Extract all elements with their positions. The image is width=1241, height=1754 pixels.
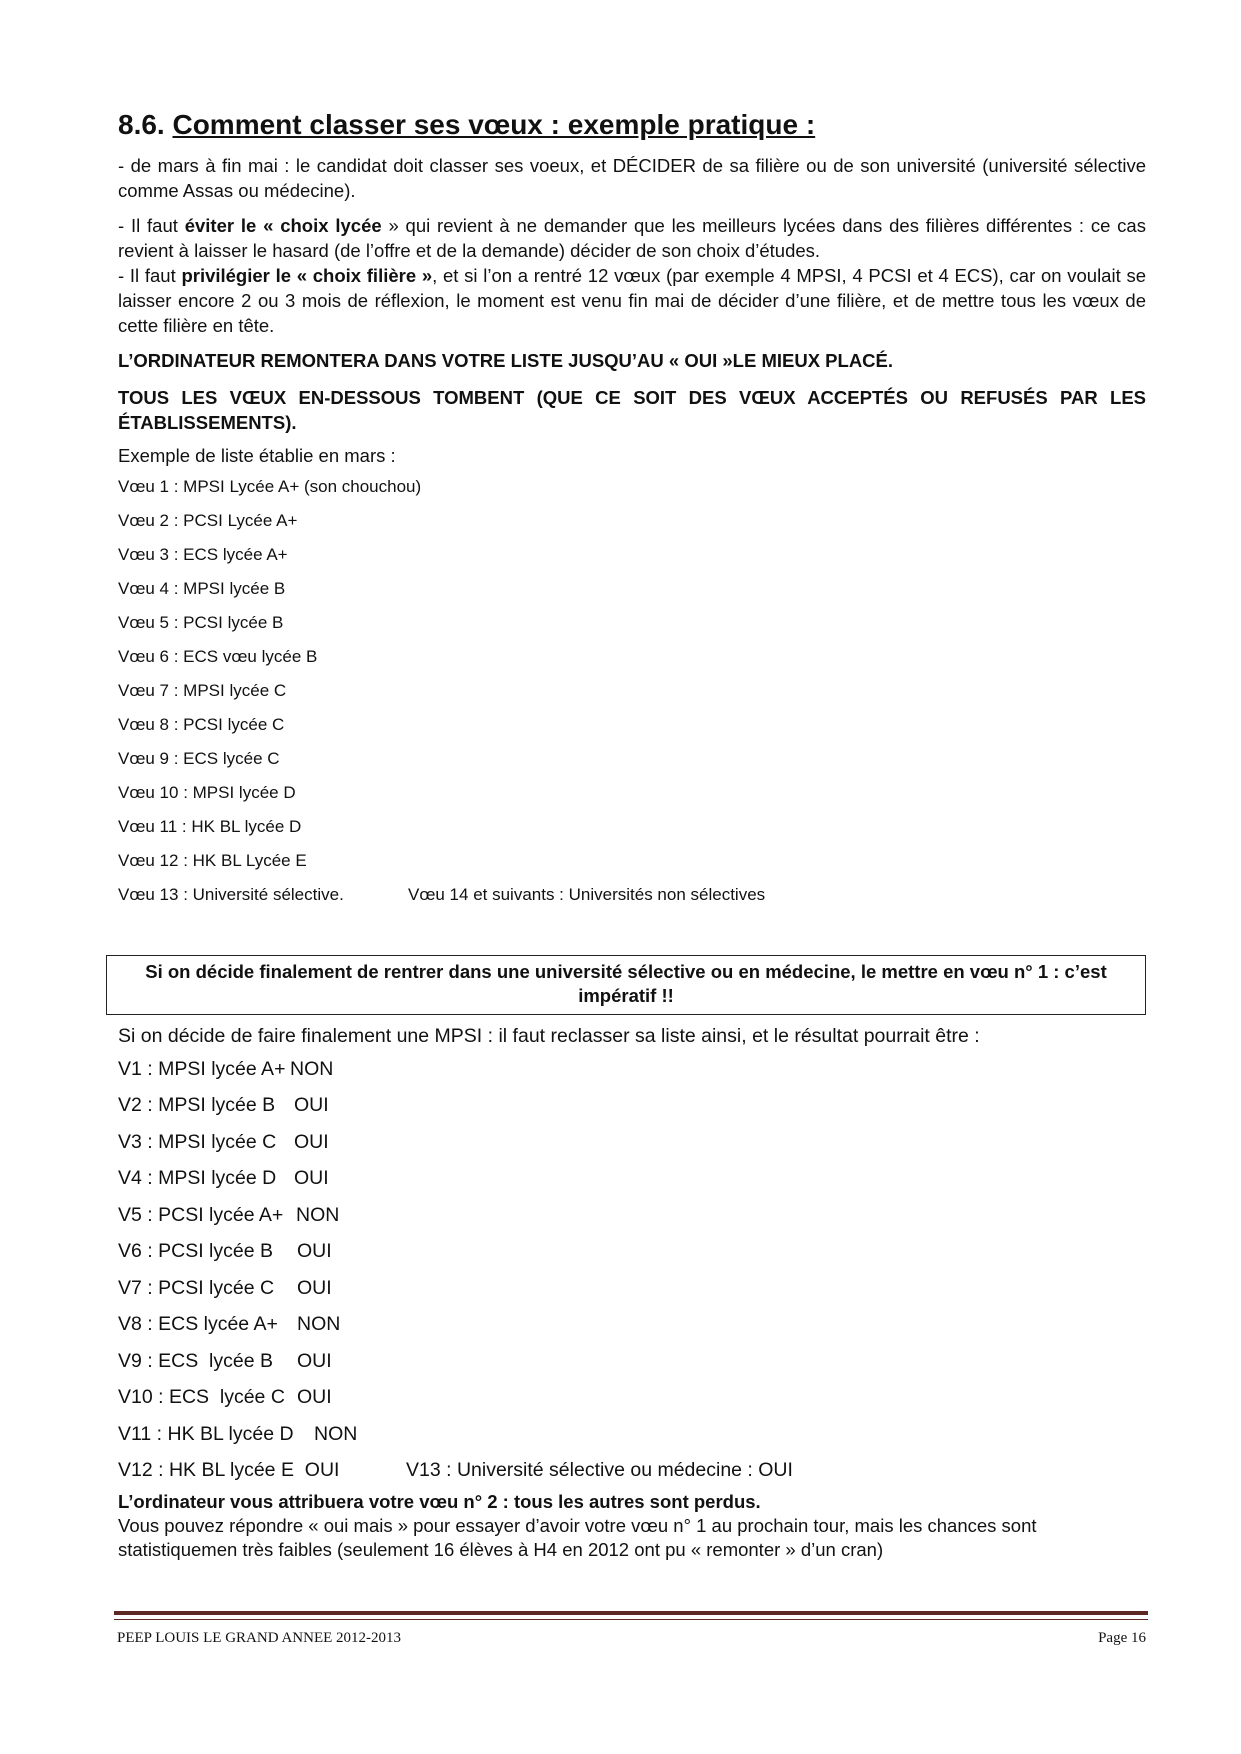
list-item xyxy=(118,1347,1146,1384)
wish-label: V8 : ECS lycée A+ xyxy=(118,1313,278,1336)
wish-13: V13 : Université sélective ou médecine : OUI xyxy=(406,1459,793,1482)
intro-p2-rest: » qui revient à ne demander que les meilleurs lycées dans des filières différentes : ce cas revient à laisser le hasard (de l’offre et de la demande) décider de son choix d’études. xyxy=(118,214,1146,261)
section-number: 8.6. xyxy=(118,109,165,140)
wish-result: NON xyxy=(290,1057,334,1080)
example-heading: Exemple de liste établie en mars : xyxy=(118,444,396,466)
intro-p2-prefix: - Il faut xyxy=(118,214,185,236)
footer-rule-thin xyxy=(114,1619,1148,1620)
wish-result: OUI xyxy=(294,1130,329,1153)
footer-title: PEEP LOUIS LE GRAND ANNEE 2012-2013 xyxy=(117,1630,402,1646)
wish-result: NON xyxy=(297,1313,341,1336)
list-item-13: Vœu 13 : Université sélective. xyxy=(118,884,344,904)
conclusion-text: Vous pouvez répondre « oui mais » pour essayer d’avoir votre vœu n° 1 au prochain tour, mais les chances sont statistiquemen très faibles (seulement 16 élèves à H4 en 2012 ont pu « remonter » d’un cran) xyxy=(118,1515,1037,1561)
intro-p3-prefix: - Il faut xyxy=(118,264,182,286)
footer-rule xyxy=(114,1611,1148,1615)
list-item: Vœu 11 : HK BL lycée D xyxy=(118,816,302,836)
wish-label: V4 : MPSI lycée D xyxy=(118,1167,277,1190)
wish-result: NON xyxy=(296,1203,340,1226)
list-item xyxy=(118,1274,1146,1311)
list-item: Vœu 3 : ECS lycée A+ xyxy=(118,544,288,564)
list-item xyxy=(118,1164,1146,1201)
wish-result: OUI xyxy=(297,1240,332,1263)
wish-label: V2 : MPSI lycée B xyxy=(118,1094,276,1117)
wish-label: V6 : PCSI lycée B xyxy=(118,1240,273,1263)
intro-paragraph-1: - de mars à fin mai : le candidat doit classer ses voeux, et DÉCIDER de sa filière ou de son université (université sélective comme Assas ou médecine). xyxy=(118,154,1146,201)
wish-result: NON xyxy=(314,1422,358,1445)
list-item: Vœu 6 : ECS vœu lycée B xyxy=(118,646,318,666)
example-last-row xyxy=(118,882,1146,907)
list-item-14: Vœu 14 et suivants : Universités non sélectives xyxy=(408,884,766,904)
list-item xyxy=(118,1383,1146,1420)
section-heading: Comment classer ses vœux : exemple pratique : xyxy=(172,109,816,140)
intro-p3-rest: , et si l’on a rentré 12 vœux (par exemple 4 MPSI, 4 PCSI et 4 ECS), car on voulait se laisser encore 2 ou 3 mois de réflexion, le moment est venu fin mai de décider d’une filière, et de mettre tous les vœux de cette filière en tête. xyxy=(118,264,1146,336)
mpsi-intro: Si on décide de faire finalement une MPSI : il faut reclasser sa liste ainsi, et le résultat pourrait être : xyxy=(118,1024,980,1047)
list-item: Vœu 8 : PCSI lycée C xyxy=(118,714,285,734)
intro-p3-bold: privilégier le « choix filière » xyxy=(181,264,433,286)
conclusion xyxy=(118,1490,1146,1562)
wish-result: OUI xyxy=(297,1276,332,1299)
list-item: Vœu 10 : MPSI lycée D xyxy=(118,782,296,802)
list-item: Vœu 2 : PCSI Lycée A+ xyxy=(118,510,298,530)
wish-result: OUI xyxy=(297,1349,332,1372)
rule-computer: L’ORDINATEUR REMONTERA DANS VOTRE LISTE JUSQU’AU « OUI »LE MIEUX PLACÉ. xyxy=(118,349,894,371)
wish-label: V3 : MPSI lycée C xyxy=(118,1130,277,1153)
list-item: Vœu 1 : MPSI Lycée A+ (son chouchou) xyxy=(118,476,422,496)
wish-12: V12 : HK BL lycée E OUI xyxy=(118,1459,340,1482)
example-list xyxy=(118,474,1146,882)
list-item: Vœu 7 : MPSI lycée C xyxy=(118,680,287,700)
section-title xyxy=(118,110,1146,141)
wish-label: V1 : MPSI lycée A+ xyxy=(118,1057,286,1080)
mpsi-last-row xyxy=(118,1456,1146,1490)
list-item: Vœu 12 : HK BL Lycée E xyxy=(118,850,307,870)
list-item: Vœu 4 : MPSI lycée B xyxy=(118,578,286,598)
page-number: Page 16 xyxy=(1098,1630,1146,1646)
intro-paragraph-2 xyxy=(118,213,1146,263)
wish-result: OUI xyxy=(294,1167,329,1190)
list-item xyxy=(118,1201,1146,1238)
wish-label: V7 : PCSI lycée C xyxy=(118,1276,275,1299)
list-item xyxy=(118,1237,1146,1274)
wish-label: V11 : HK BL lycée D xyxy=(118,1422,294,1445)
conclusion-bold: L’ordinateur vous attribuera votre vœu n° 2 : tous les autres sont perdus. xyxy=(118,1491,761,1513)
wish-result: OUI xyxy=(297,1386,332,1409)
list-item xyxy=(118,1055,1146,1092)
list-item xyxy=(118,1310,1146,1347)
intro-p2-bold: éviter le « choix lycée xyxy=(184,214,382,236)
wish-label: V5 : PCSI lycée A+ xyxy=(118,1203,284,1226)
list-item: Vœu 9 : ECS lycée C xyxy=(118,748,280,768)
rule-falling: TOUS LES VŒUX EN-DESSOUS TOMBENT (QUE CE SOIT DES VŒUX ACCEPTÉS OU REFUSÉS PAR LES ÉTABLISSEMENTS). xyxy=(118,386,1146,433)
page-content xyxy=(118,110,1146,1562)
list-item: Vœu 5 : PCSI lycée B xyxy=(118,612,284,632)
wish-result: OUI xyxy=(294,1094,329,1117)
list-item xyxy=(118,1420,1146,1457)
wish-label: V10 : ECS lycée C xyxy=(118,1386,285,1409)
wish-label: V9 : ECS lycée B xyxy=(118,1349,273,1372)
intro-paragraph-3 xyxy=(118,263,1146,338)
list-item xyxy=(118,1128,1146,1165)
important-note-box: Si on décide finalement de rentrer dans une université sélective ou en médecine, le mettre en vœu n° 1 : c’est impératif !! xyxy=(106,955,1146,1015)
mpsi-result-list xyxy=(118,1055,1146,1457)
list-item xyxy=(118,1091,1146,1128)
